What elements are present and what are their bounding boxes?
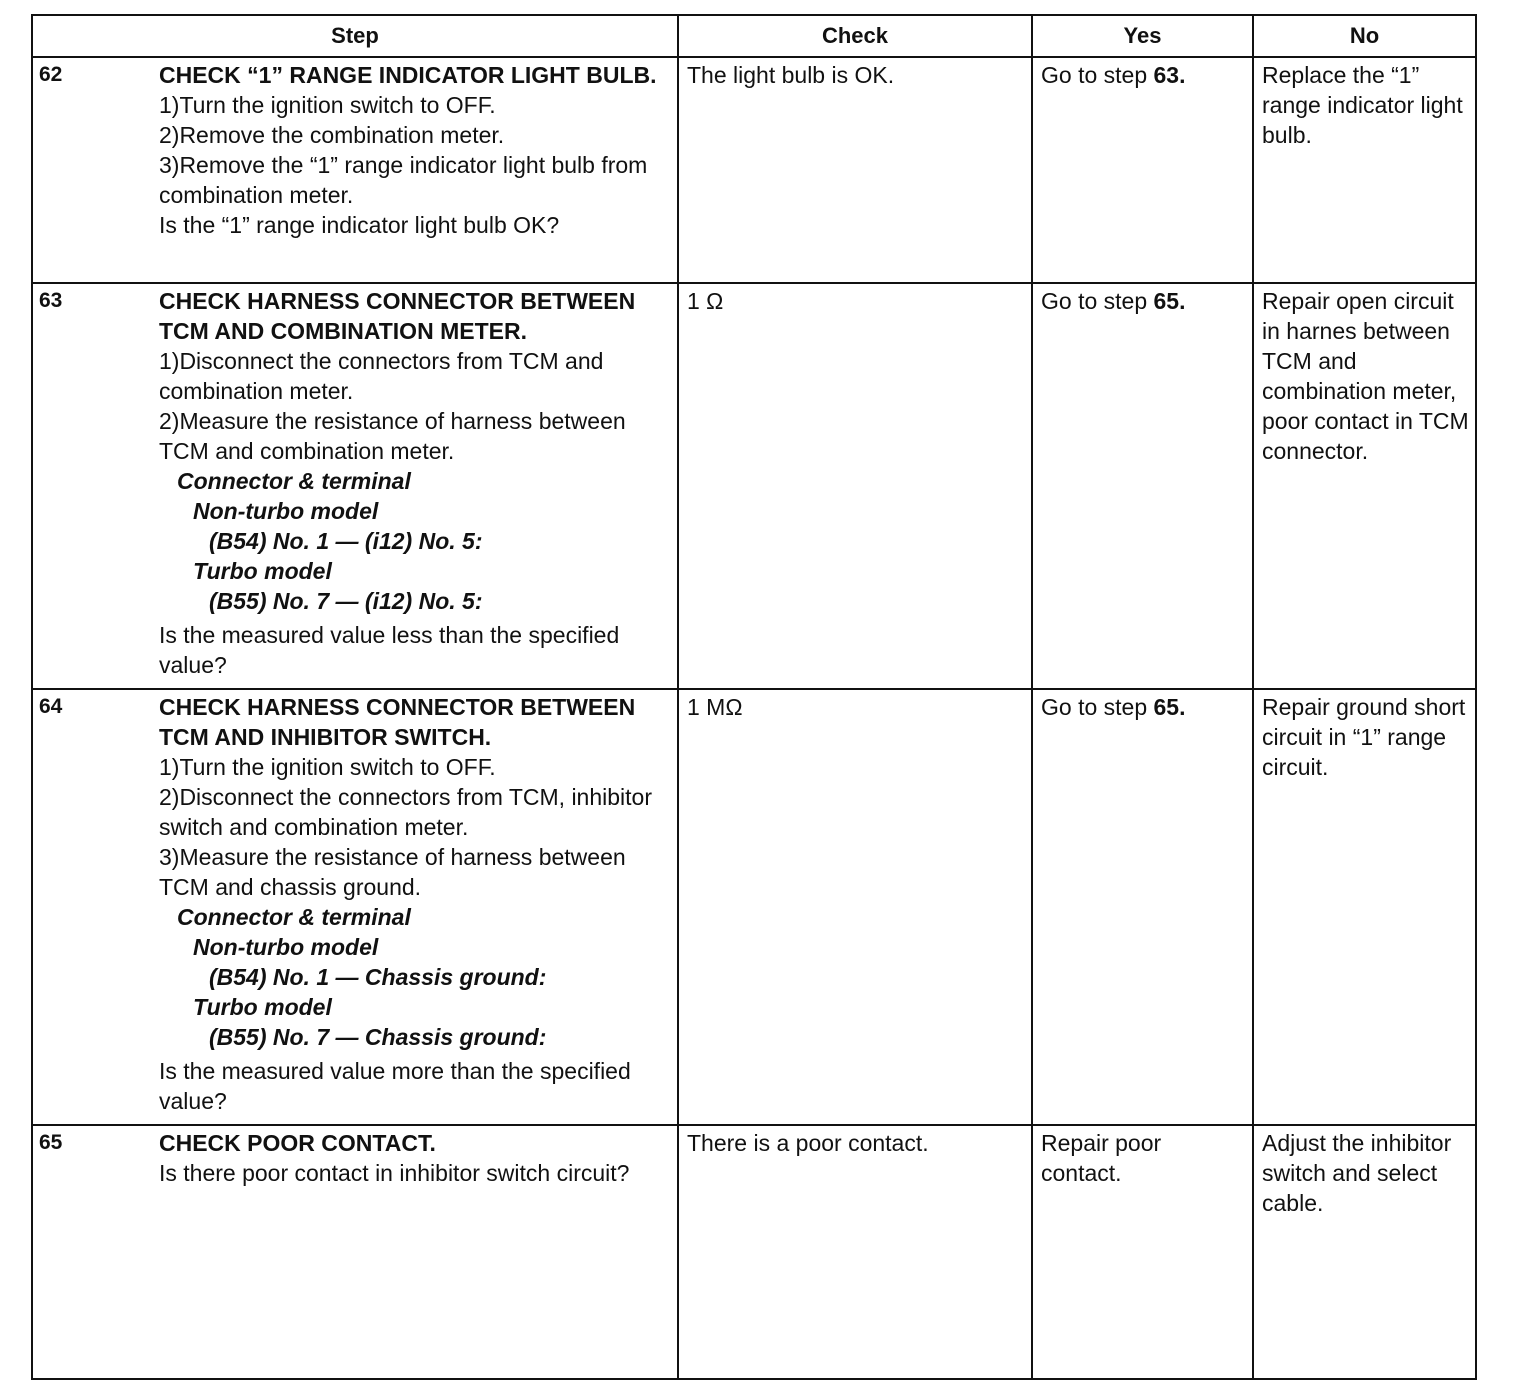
step-cell <box>32 57 678 283</box>
header-yes: Yes <box>1032 15 1253 57</box>
check-cell: There is a poor contact. <box>678 1125 1032 1379</box>
step-cell <box>32 689 678 1125</box>
yes-text: Go to step <box>1041 694 1148 720</box>
header-step: Step <box>32 15 678 57</box>
yes-cell <box>1032 283 1253 689</box>
connector-label: Connector & terminal <box>177 468 411 494</box>
no-cell: Repair ground short circuit in “1” range circuit. <box>1253 689 1476 1125</box>
step-cell <box>32 1125 678 1379</box>
terminal-spec: (B55) No. 7 — Chassis ground: <box>209 1024 547 1050</box>
step-cell <box>32 283 678 689</box>
step-instruction: 3)Measure the resistance of harness between TCM and chassis ground. <box>159 844 626 900</box>
step-instruction: 1)Disconnect the connectors from TCM and combination meter. <box>159 348 604 404</box>
table-row <box>32 57 1476 283</box>
step-instruction: 2)Disconnect the connectors from TCM, inhibitor switch and combination meter. <box>159 784 652 840</box>
terminal-spec: (B55) No. 7 — (i12) No. 5: <box>209 588 483 614</box>
yes-text: Go to step <box>1041 288 1148 314</box>
table-row <box>32 1125 1476 1379</box>
step-instruction: 2)Measure the resistance of harness between TCM and combination meter. <box>159 408 626 464</box>
connector-label: Connector & terminal <box>177 904 411 930</box>
check-cell: The light bulb is OK. <box>678 57 1032 283</box>
check-cell: 1 MΩ <box>678 689 1032 1125</box>
yes-cell <box>1032 689 1253 1125</box>
step-instruction: 1)Turn the ignition switch to OFF. <box>159 754 496 780</box>
table-row <box>32 283 1476 689</box>
yes-cell <box>1032 57 1253 283</box>
terminal-spec: (B54) No. 1 — (i12) No. 5: <box>209 528 483 554</box>
header-row <box>32 15 1476 57</box>
model-label: Turbo model <box>193 994 332 1020</box>
header-no: No <box>1253 15 1476 57</box>
header-check: Check <box>678 15 1032 57</box>
step-title: CHECK POOR CONTACT. <box>159 1130 436 1156</box>
step-title: CHECK “1” RANGE INDICATOR LIGHT BULB. <box>159 62 657 88</box>
step-question: Is the “1” range indicator light bulb OK? <box>159 212 560 238</box>
model-label: Turbo model <box>193 558 332 584</box>
step-number: 64 <box>39 695 63 718</box>
step-question: Is the measured value less than the specified value? <box>159 622 620 678</box>
terminal-spec: (B54) No. 1 — Chassis ground: <box>209 964 547 990</box>
no-cell: Replace the “1” range indicator light bulb. <box>1253 57 1476 283</box>
step-instruction: 2)Remove the combination meter. <box>159 122 505 148</box>
step-title: CHECK HARNESS CONNECTOR BETWEEN TCM AND COMBINATION METER. <box>159 288 636 344</box>
step-title: CHECK HARNESS CONNECTOR BETWEEN TCM AND INHIBITOR SWITCH. <box>159 694 636 750</box>
diagnostic-table <box>31 14 1477 1380</box>
no-cell: Repair open circuit in harnes between TCM and combination meter, poor contact in TCM connector. <box>1253 283 1476 689</box>
yes-text: Go to step <box>1041 62 1148 88</box>
yes-cell: Repair poor contact. <box>1032 1125 1253 1379</box>
step-number: 62 <box>39 63 63 86</box>
step-question: Is the measured value more than the specified value? <box>159 1058 631 1114</box>
yes-step-ref: 65. <box>1153 288 1186 314</box>
step-number: 63 <box>39 289 63 312</box>
step-instruction: 1)Turn the ignition switch to OFF. <box>159 92 496 118</box>
model-label: Non-turbo model <box>193 934 379 960</box>
check-cell: 1 Ω <box>678 283 1032 689</box>
model-label: Non-turbo model <box>193 498 379 524</box>
step-instruction: 3)Remove the “1” range indicator light bulb from combination meter. <box>159 152 648 208</box>
yes-step-ref: 63. <box>1153 62 1186 88</box>
step-question: Is there poor contact in inhibitor switch circuit? <box>159 1160 630 1186</box>
no-cell: Adjust the inhibitor switch and select cable. <box>1253 1125 1476 1379</box>
yes-step-ref: 65. <box>1153 694 1186 720</box>
table-row <box>32 689 1476 1125</box>
step-number: 65 <box>39 1131 63 1154</box>
